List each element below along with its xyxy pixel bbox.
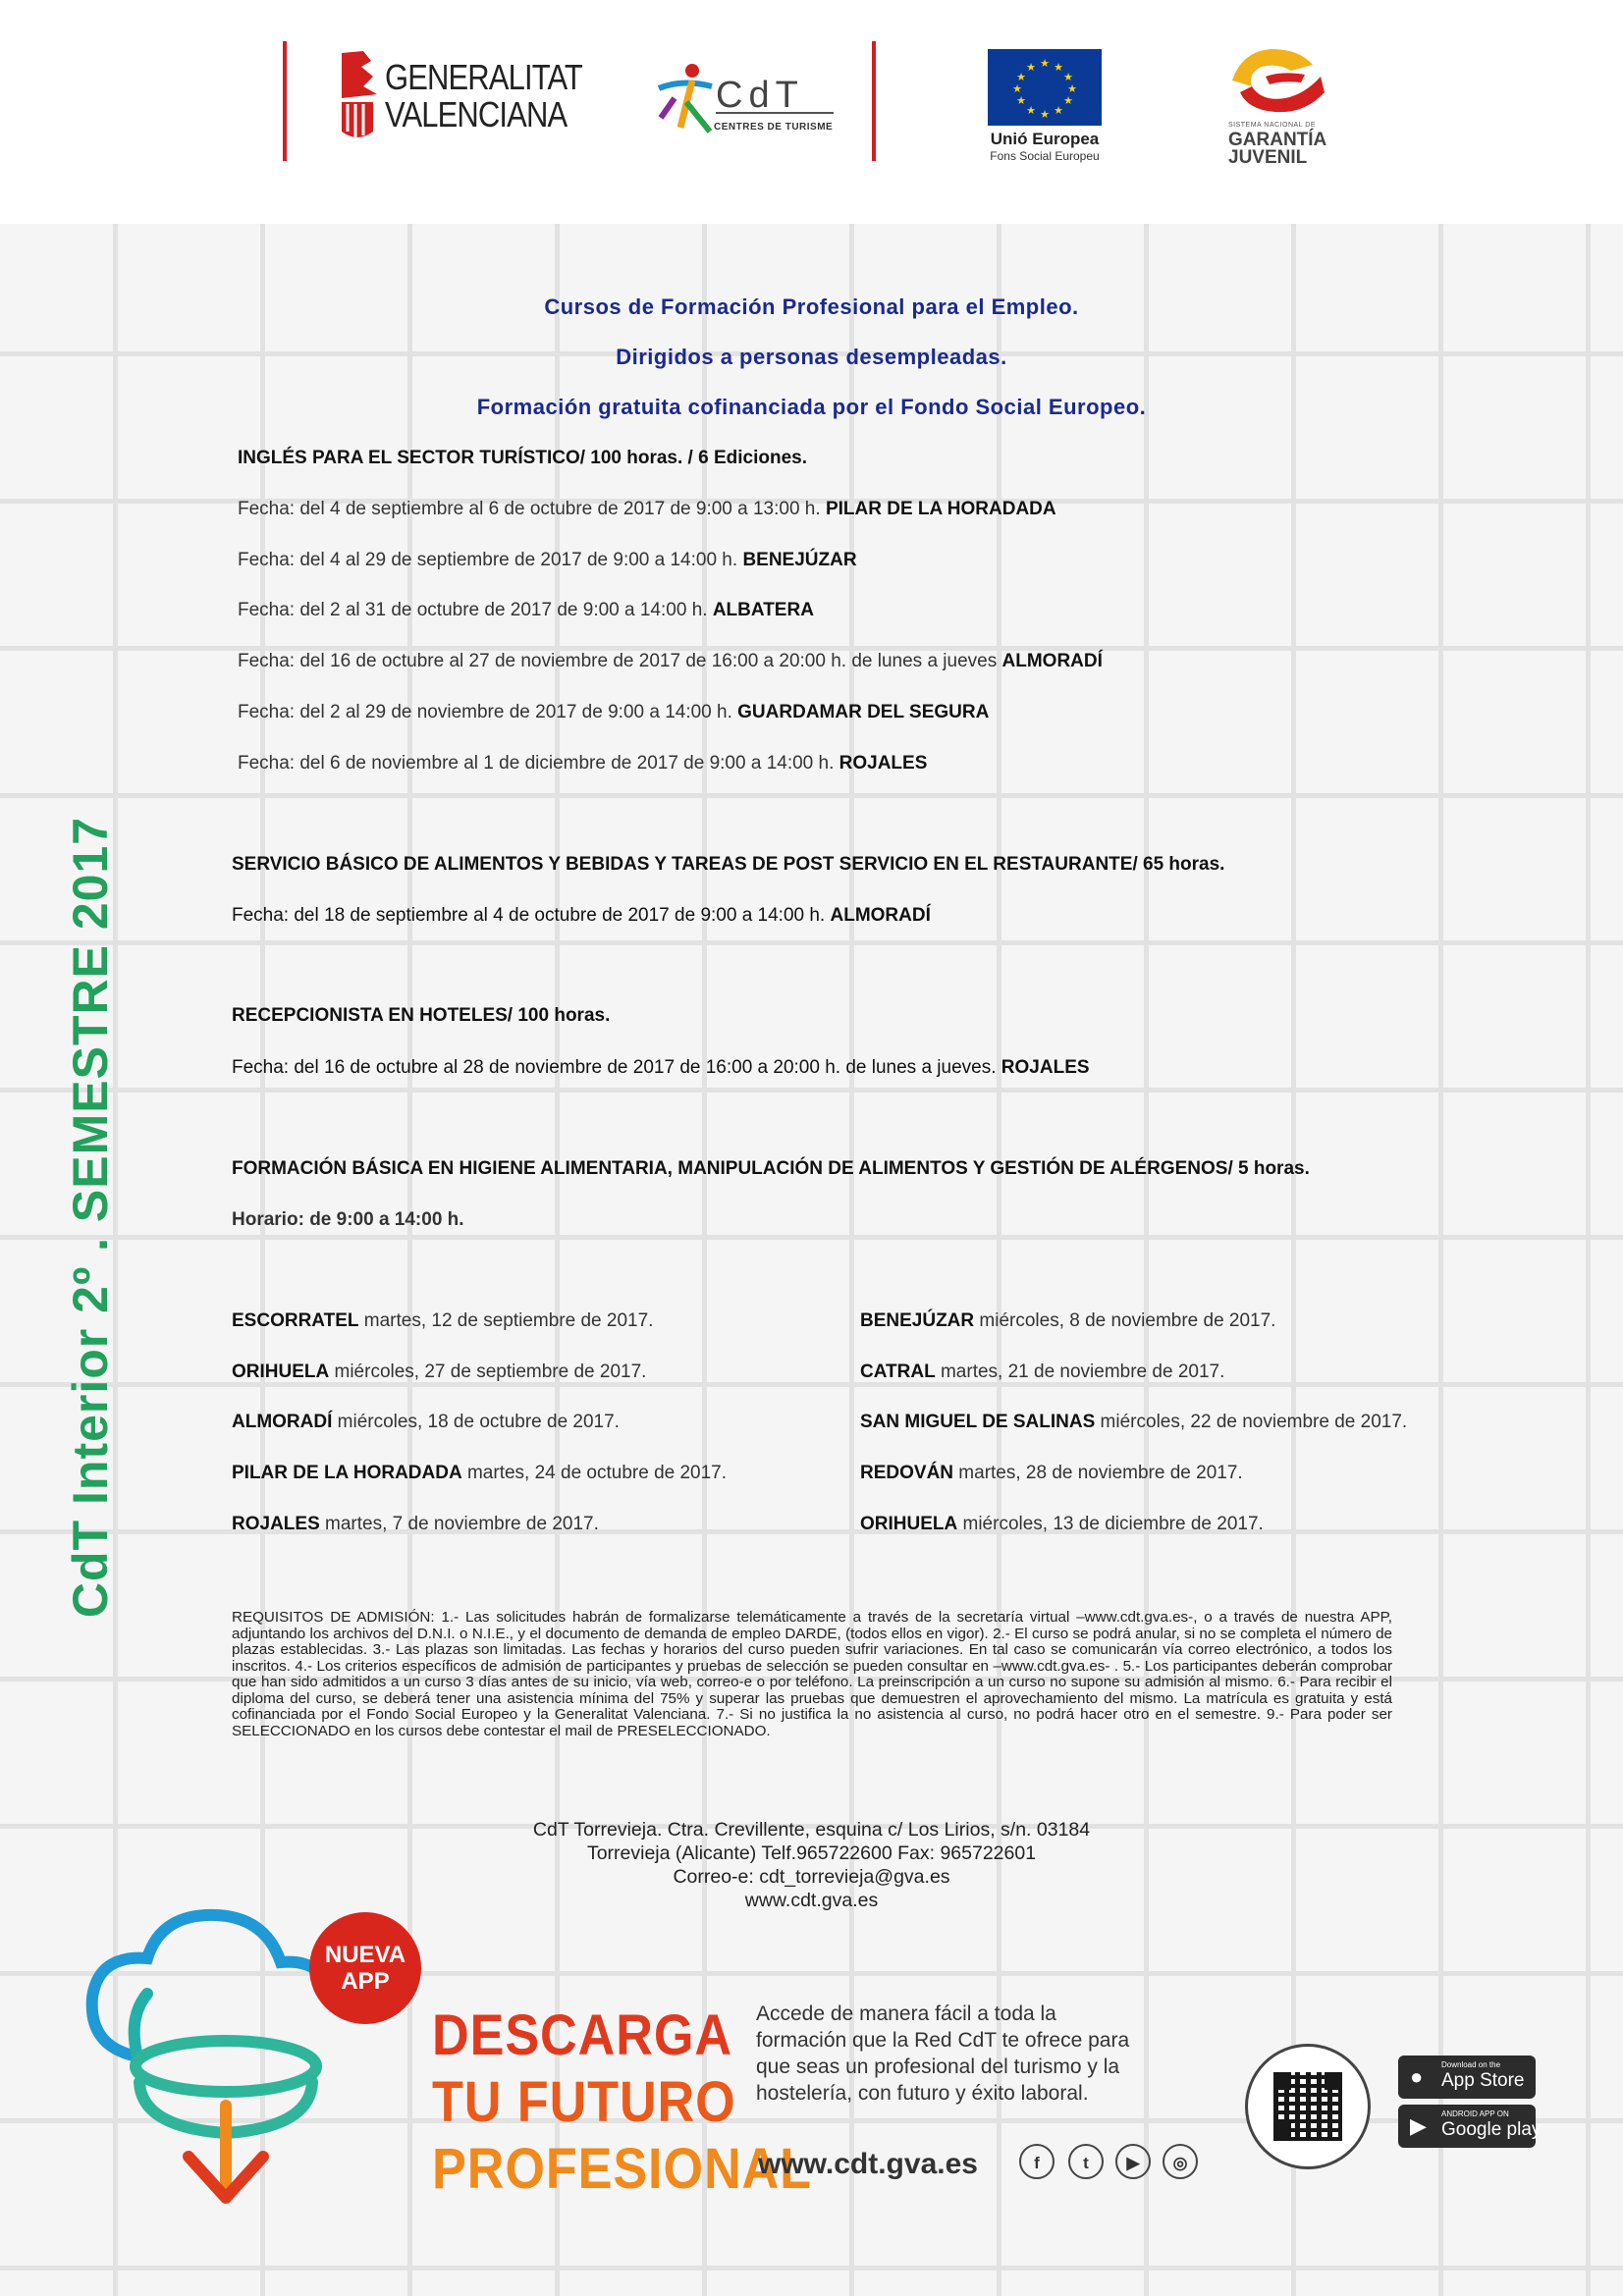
google-play-button[interactable] [1398,2105,1542,2148]
side-title: CdT Interior 2º . SEMESTRE 2017 [63,816,118,1619]
course1-edition [238,702,989,723]
generalitat-valenciana-logo [334,47,589,150]
session-place: ORIHUELA [860,1514,958,1534]
qr-code-badge[interactable] [1245,2044,1371,2169]
promo-headline-line2: TU FUTURO [432,2070,736,2134]
intro-line1: Cursos de Formación Profesional para el Empleo. [544,294,1079,319]
session-item [232,1514,599,1535]
gva-logo-line2: VALENCIANA [385,94,568,134]
admission-requirements: REQUISITOS DE ADMISIÓN: 1.- Las solicitudes habrán de formalizarse telemáticamente a través de la secretaría virtual –www.cdt.gva.es-, o a través de nuestra APP, adjuntando los archivos del D.N.I. o N.I.E., y el documento de demanda de empleo DARDE, (todos ellos en vigor). 2.- El curso se podrá anular, si no se completa el número de plazas establecidas. 3.- Las plazas son limitadas. Las fechas y horarios del curso pueden sufrir variaciones. En tal caso se comunicarán vía correo electrónico, a todos los inscritos. 4.- Los criterios específicos de admisión de participantes y pruebas de selección se pueden consultar en –www.cdt.gva.es- . 5.- Los participantes deberán comprobar que han sido admitidos a un curso 3 días antes de su inicio, vía web, correo-e o por teléfono. La preinscripción a un curso no supone su admisión al mismo. 6.- Para recibir el diploma del curso, se deberá tener una asistencia mínima del 75% y superar las pruebas que demuestren el aprovechamiento del mismo. La matrícula es gratuita y está cofinanciada por el Fondo Social Europeo y la Generalitat Valenciana. 7.- Si no justifica la no asistencia al curso, no podrá hacer otro en el semestre. 9.- Para poder ser SELECCIONADO en los cursos debe contestar el mail de PRESELECCIONADO. [232,1609,1392,1739]
apple-icon: ● [1410,2064,1424,2089]
edition-date: Fecha: del 4 de septiembre al 6 de octubre de 2017 de 9:00 a 13:00 h. [238,499,826,519]
course2-place: ALMORADÍ [830,905,931,926]
course3-place: ROJALES [1001,1057,1090,1078]
intro-line2: Dirigidos a personas desempleadas. [616,345,1007,369]
gj-line1: GARANTÍA [1228,130,1327,150]
course1-edition [238,550,857,571]
schedule-value: de 9:00 a 14:00 h. [309,1209,464,1230]
cdt-figure-icon [653,59,722,147]
session-date: martes, 24 de octubre de 2017. [461,1463,728,1483]
svg-text:★: ★ [1040,57,1050,70]
gva-logo-line1: GENERALITAT [385,57,582,97]
schedule-label: Horario: [232,1209,310,1230]
course3-title: RECEPCIONISTA EN HOTELES/ 100 horas. [232,1005,611,1026]
course1-title: INGLÉS PARA EL SECTOR TURÍSTICO [238,448,580,468]
address-line: CdT Torrevieja. Ctra. Crevillente, esquina c/ Los Lirios, s/n. 03184 [532,1819,1091,1841]
edition-place: ALBATERA [712,600,814,620]
contact-address [0,1818,1623,1912]
course4-title: FORMACIÓN BÁSICA EN HIGIENE ALIMENTARIA, MANIPULACIÓN DE ALIMENTOS Y GESTIÓN DE ALÉRGENOS/ 5 horas. [232,1158,1310,1179]
qr-code-icon [1273,2072,1342,2141]
youtube-icon[interactable]: ▶ [1115,2144,1151,2179]
header-divider [283,41,287,161]
session-place: REDOVÁN [860,1463,954,1483]
course2-date: Fecha: del 18 de septiembre al 4 de octubre de 2017 de 9:00 a 14:00 h. [232,905,831,926]
cdt-logo-subtitle: CENTRES DE TURISME [714,122,834,133]
google-play-label: Google play [1441,2119,1542,2140]
session-item [232,1310,653,1332]
course1-edition [238,651,1103,672]
app-store-button[interactable] [1398,2056,1536,2099]
session-place: CATRAL [860,1362,936,1382]
app-store-label: App Store [1441,2070,1525,2091]
promo-headline-line3: PROFESIONAL [432,2137,812,2201]
session-item [860,1310,1275,1332]
course4-schedule [232,1209,464,1231]
gva-emblem-icon [334,47,383,145]
svg-text:★: ★ [1054,61,1063,74]
edition-date: Fecha: del 4 al 29 de septiembre de 2017 de 9:00 a 14:00 h. [238,550,743,570]
svg-text:★: ★ [1016,71,1026,83]
session-item [232,1362,646,1383]
course1-edition [238,753,927,774]
session-date: martes, 12 de septiembre de 2017. [358,1310,654,1331]
session-item [860,1362,1224,1383]
cdt-centres-de-turisme-logo [653,59,849,147]
session-item [860,1412,1407,1433]
twitter-icon[interactable]: t [1068,2144,1104,2179]
cdt-logo-text: CdT [716,79,834,114]
svg-text:★: ★ [1054,104,1063,117]
session-item [860,1514,1264,1535]
svg-text:★: ★ [1067,82,1077,95]
badge-line2: APP [341,1968,390,1995]
session-place: SAN MIGUEL DE SALINAS [860,1412,1096,1432]
session-place: ROJALES [232,1514,320,1534]
session-date: miércoles, 13 de diciembre de 2017. [957,1514,1264,1534]
facebook-icon[interactable]: f [1019,2144,1055,2179]
garantia-juvenil-emblem-icon [1222,41,1330,120]
eu-name: Unió Europea [990,130,1100,148]
google-play-small-text: ANDROID APP ON [1441,2109,1509,2118]
session-place: ESCORRATEL [232,1310,359,1331]
svg-text:★: ★ [1026,61,1036,74]
edition-date: Fecha: del 16 de octubre al 27 de noviembre de 2017 de 16:00 a 20:00 h. de lunes a jueves [238,651,1002,671]
svg-text:★: ★ [1026,104,1036,117]
promo-text-line: Accede de manera fácil a toda la [756,2002,1056,2025]
session-date: martes, 28 de noviembre de 2017. [953,1463,1243,1483]
session-date: miércoles, 8 de noviembre de 2017. [974,1310,1276,1331]
session-item [232,1412,620,1433]
course2-title: SERVICIO BÁSICO DE ALIMENTOS Y BEBIDAS Y TAREAS DE POST SERVICIO EN EL RESTAURANTE/ 65 horas. [232,854,1225,875]
address-line: Torrevieja (Alicante) Telf.965722600 Fax: 965722601 [586,1842,1037,1864]
session-date: martes, 21 de noviembre de 2017. [935,1362,1225,1382]
promo-text-line: formación que la Red CdT te ofrece para [756,2029,1130,2052]
edition-place: BENEJÚZAR [742,550,857,570]
gj-line2: JUVENIL [1228,147,1308,168]
course2-date-line [232,905,931,927]
address-web[interactable]: www.cdt.gva.es [744,1890,879,1911]
session-item [860,1463,1243,1484]
garantia-juvenil-logo [1222,41,1330,169]
svg-text:★: ★ [1063,71,1073,83]
edition-place: ALMORADÍ [1001,651,1103,671]
promo-text-line: hostelería, con futuro y éxito laboral. [756,2082,1089,2105]
course1-edition [238,600,814,621]
session-date: miércoles, 22 de noviembre de 2017. [1095,1412,1408,1432]
edition-date: Fecha: del 2 al 29 de noviembre de 2017 de 9:00 a 14:00 h. [238,702,738,722]
edition-place: GUARDAMAR DEL SEGURA [737,702,990,722]
instagram-icon[interactable]: ◎ [1163,2144,1198,2179]
badge-line1: NUEVA [324,1942,406,1968]
session-place: ORIHUELA [232,1362,330,1382]
edition-date: Fecha: del 6 de noviembre al 1 de diciembre de 2017 de 9:00 a 14:00 h. [238,753,839,774]
course3-date: Fecha: del 16 de octubre al 28 de noviembre de 2017 de 16:00 a 20:00 h. de lunes a jueves. [232,1057,1001,1078]
eu-flag-icon [988,49,1102,126]
intro-line3: Formación gratuita cofinanciada por el Fondo Social Europeo. [476,395,1147,419]
edition-place: ROJALES [839,753,928,774]
svg-text:★: ★ [1063,94,1073,107]
session-item [232,1463,727,1484]
promo-headline-line1: DESCARGA [432,2003,732,2067]
svg-text:★: ★ [1012,82,1022,95]
session-date: miércoles, 27 de septiembre de 2017. [329,1362,647,1382]
address-email: Correo-e: cdt_torrevieja@gva.es [673,1866,950,1888]
course1-edition [238,499,1056,520]
eu-subtitle: Fons Social Europeu [990,149,1100,163]
promo-website-link[interactable]: www.cdt.gva.es [758,2148,978,2180]
gj-small-text: SISTEMA NACIONAL DE [1228,122,1316,129]
logo-header [0,0,1623,224]
promo-text-line: que seas un profesional del turismo y la [756,2056,1120,2078]
svg-text:★: ★ [1040,108,1050,121]
course3-date-line [232,1057,1090,1079]
header-divider [872,41,876,161]
svg-text:★: ★ [1016,94,1026,107]
session-place: BENEJÚZAR [860,1310,975,1331]
new-app-badge [309,1912,421,2024]
session-place: PILAR DE LA HORADADA [232,1463,462,1483]
google-play-icon: ▶ [1410,2113,1427,2138]
session-date: miércoles, 18 de octubre de 2017. [332,1412,620,1432]
session-date: martes, 7 de noviembre de 2017. [319,1514,599,1534]
course1-title-line [238,448,807,469]
promo-description [756,2001,1129,2107]
session-place: ALMORADÍ [232,1412,333,1432]
edition-date: Fecha: del 2 al 31 de octubre de 2017 de 9:00 a 14:00 h. [238,600,713,620]
edition-place: PILAR DE LA HORADADA [825,499,1056,519]
app-store-small-text: Download on the [1441,2060,1501,2069]
eu-logo [987,49,1103,167]
course1-hours: / 100 horas. / 6 Ediciones. [579,448,807,468]
promo-headline [432,2002,812,2203]
